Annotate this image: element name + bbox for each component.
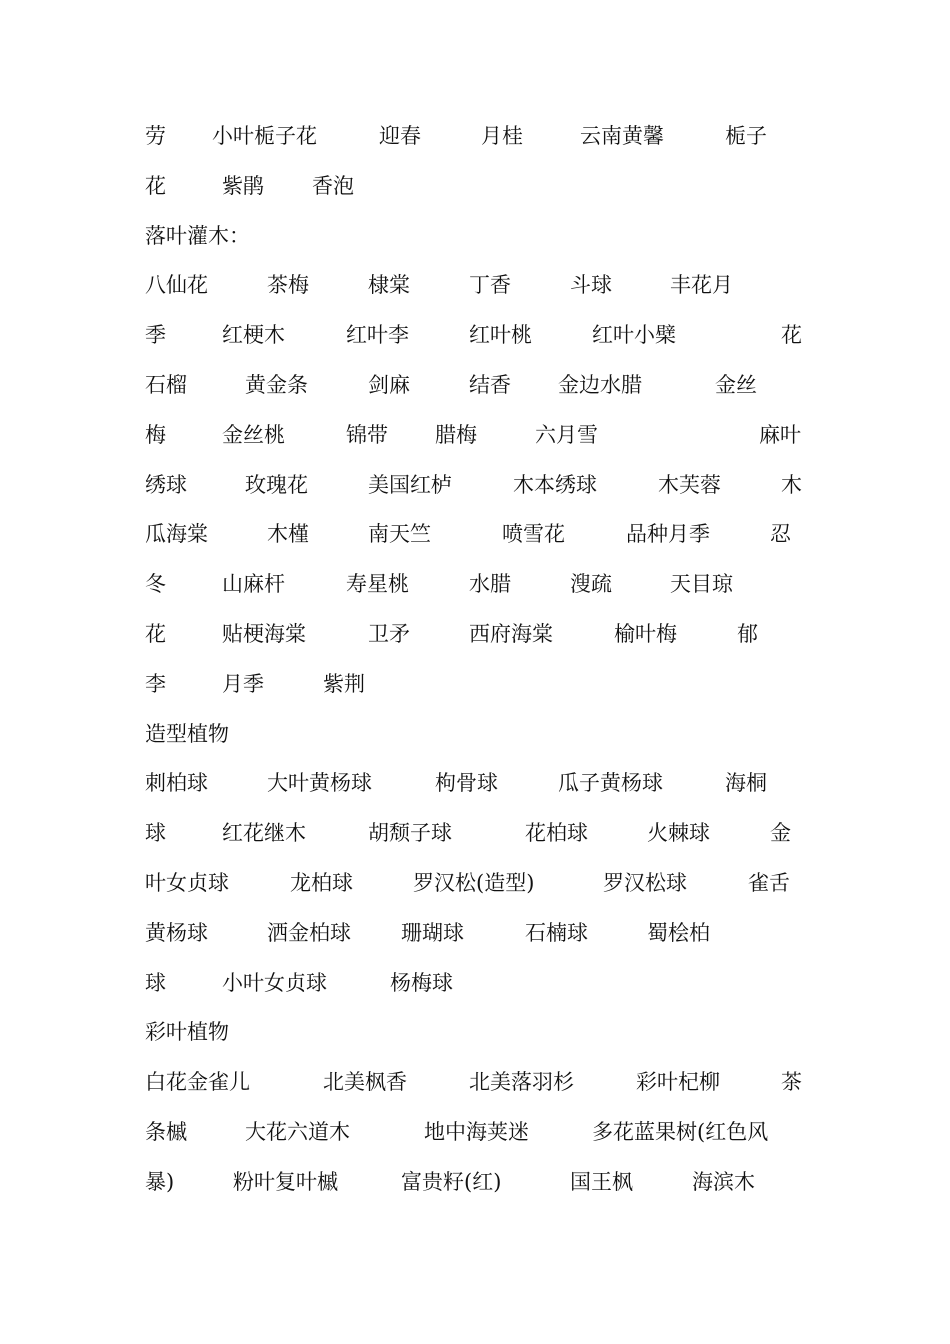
plant-name: 劳 bbox=[145, 124, 166, 148]
plant-name: 季 bbox=[145, 323, 166, 348]
plant-name: 麻叶 bbox=[759, 422, 801, 447]
text-line bbox=[0, 519, 950, 569]
plant-name: 彩叶植物 bbox=[145, 1020, 229, 1045]
text-line bbox=[0, 918, 950, 968]
text-line bbox=[0, 171, 950, 221]
plant-name: 条槭 bbox=[145, 1120, 187, 1144]
text-line bbox=[0, 619, 950, 669]
plant-name: 香泡 bbox=[312, 173, 354, 198]
plant-name: 云南黄馨 bbox=[580, 124, 664, 148]
plant-name: 黄金条 bbox=[245, 373, 308, 397]
plant-name: 丁香 bbox=[469, 273, 511, 298]
plant-name: 木 bbox=[781, 472, 802, 497]
plant-name: 多花蓝果树(红色风 bbox=[592, 1120, 769, 1144]
plant-name: 红叶李 bbox=[346, 323, 409, 348]
plant-name: 天目琼 bbox=[670, 572, 733, 597]
plant-name: 石榴 bbox=[145, 373, 187, 397]
plant-name: 海桐 bbox=[725, 771, 767, 796]
plant-name: 石楠球 bbox=[525, 920, 588, 945]
plant-name: 龙柏球 bbox=[290, 871, 353, 895]
plant-name: 紫荆 bbox=[323, 671, 365, 696]
plant-name: 金 bbox=[770, 821, 791, 846]
plant-name: 洒金柏球 bbox=[267, 920, 351, 945]
plant-name: 丰花月 bbox=[670, 273, 733, 298]
plant-name: 珊瑚球 bbox=[401, 920, 464, 945]
plant-name: 寿星桃 bbox=[346, 572, 409, 597]
text-line bbox=[0, 669, 950, 719]
plant-name: 粉叶复叶槭 bbox=[233, 1169, 338, 1194]
plant-name: 蜀桧柏 bbox=[647, 920, 710, 945]
plant-name: 罗汉松球 bbox=[603, 871, 687, 895]
plant-name: 地中海荚迷 bbox=[424, 1120, 529, 1144]
plant-name: 溲疏 bbox=[570, 572, 612, 597]
plant-name: 美国红栌 bbox=[368, 472, 452, 497]
plant-name: 瓜海棠 bbox=[145, 522, 208, 547]
plant-name: 木芙蓉 bbox=[658, 472, 721, 497]
plant-name: 木槿 bbox=[267, 522, 309, 547]
plant-name: 紫鹃 bbox=[222, 173, 264, 198]
plant-name: 腊梅 bbox=[435, 422, 477, 447]
plant-name: 刺柏球 bbox=[145, 771, 208, 796]
plant-name: 白花金雀儿 bbox=[145, 1070, 250, 1095]
text-line bbox=[0, 370, 950, 420]
plant-name: 造型植物 bbox=[145, 721, 229, 746]
text-line bbox=[0, 1117, 950, 1167]
plant-name: 红花继木 bbox=[222, 821, 306, 846]
plant-name: 小叶栀子花 bbox=[212, 124, 317, 148]
text-line bbox=[0, 569, 950, 619]
plant-name: 剑麻 bbox=[368, 373, 410, 397]
plant-name: 结香 bbox=[469, 373, 511, 397]
plant-name: 暴) bbox=[145, 1169, 175, 1194]
text-line bbox=[0, 121, 950, 171]
plant-name: 球 bbox=[145, 970, 166, 995]
plant-name: 球 bbox=[145, 821, 166, 846]
plant-name: 国王枫 bbox=[570, 1169, 633, 1194]
plant-name: 西府海棠 bbox=[469, 622, 553, 646]
plant-name: 火棘球 bbox=[647, 821, 710, 846]
plant-name: 叶女贞球 bbox=[145, 871, 229, 895]
plant-name: 胡颓子球 bbox=[368, 821, 452, 846]
plant-name: 海滨木 bbox=[692, 1169, 755, 1194]
text-line bbox=[0, 768, 950, 818]
plant-name: 小叶女贞球 bbox=[222, 970, 327, 995]
plant-name: 月桂 bbox=[481, 124, 523, 148]
plant-name: 红梗木 bbox=[222, 323, 285, 348]
plant-name: 金丝桃 bbox=[222, 422, 285, 447]
plant-name: 栀子 bbox=[725, 124, 767, 148]
plant-name: 品种月季 bbox=[626, 522, 710, 547]
plant-name: 水腊 bbox=[469, 572, 511, 597]
plant-name: 六月雪 bbox=[535, 422, 598, 447]
plant-name: 喷雪花 bbox=[502, 522, 565, 547]
plant-name: 金边水腊 bbox=[558, 373, 642, 397]
plant-name: 山麻杆 bbox=[222, 572, 285, 597]
plant-name: 梅 bbox=[145, 422, 166, 447]
plant-name: 红叶桃 bbox=[469, 323, 532, 348]
plant-name: 红叶小檗 bbox=[592, 323, 676, 348]
text-line bbox=[0, 420, 950, 470]
plant-name: 冬 bbox=[145, 572, 166, 597]
plant-name: 雀舌 bbox=[748, 871, 790, 895]
text-line bbox=[0, 868, 950, 918]
text-line bbox=[0, 719, 950, 769]
plant-name: 南天竺 bbox=[368, 522, 431, 547]
text-line bbox=[0, 818, 950, 868]
plant-name: 卫矛 bbox=[368, 622, 410, 646]
plant-name: 八仙花 bbox=[145, 273, 208, 298]
plant-name: 月季 bbox=[222, 671, 264, 696]
plant-name: 贴梗海棠 bbox=[222, 622, 306, 646]
plant-name: 花 bbox=[145, 622, 166, 646]
plant-name: 木本绣球 bbox=[513, 472, 597, 497]
plant-name: 玫瑰花 bbox=[245, 472, 308, 497]
plant-name: 郁 bbox=[737, 622, 758, 646]
plant-name: 罗汉松(造型) bbox=[413, 871, 535, 895]
text-line bbox=[0, 320, 950, 370]
plant-name: 锦带 bbox=[346, 422, 388, 447]
plant-name: 迎春 bbox=[379, 124, 421, 148]
plant-name: 花 bbox=[145, 173, 166, 198]
plant-name: 花柏球 bbox=[525, 821, 588, 846]
text-line bbox=[0, 270, 950, 320]
plant-name: 枸骨球 bbox=[435, 771, 498, 796]
plant-name: 落叶灌木： bbox=[145, 223, 250, 248]
plant-name: 黄杨球 bbox=[145, 920, 208, 945]
plant-name: 大叶黄杨球 bbox=[267, 771, 372, 796]
text-line bbox=[0, 470, 950, 520]
text-line bbox=[0, 1067, 950, 1117]
plant-name: 彩叶杞柳 bbox=[636, 1070, 720, 1095]
plant-name: 金丝 bbox=[715, 373, 757, 397]
plant-name: 北美落羽杉 bbox=[469, 1070, 574, 1095]
plant-name: 花 bbox=[781, 323, 802, 348]
plant-name: 富贵籽(红) bbox=[401, 1169, 502, 1194]
plant-name: 北美枫香 bbox=[323, 1070, 407, 1095]
plant-name: 茶 bbox=[781, 1070, 802, 1095]
plant-name: 茶梅 bbox=[267, 273, 309, 298]
plant-name: 忍 bbox=[770, 522, 791, 547]
plant-name: 大花六道木 bbox=[245, 1120, 350, 1144]
text-line bbox=[0, 1167, 950, 1217]
plant-name: 绣球 bbox=[145, 472, 187, 497]
plant-name: 李 bbox=[145, 671, 166, 696]
plant-name: 榆叶梅 bbox=[614, 622, 677, 646]
text-line bbox=[0, 968, 950, 1018]
plant-name: 瓜子黄杨球 bbox=[558, 771, 663, 796]
plant-name: 棣棠 bbox=[368, 273, 410, 298]
text-line bbox=[0, 1017, 950, 1067]
plant-name: 杨梅球 bbox=[390, 970, 453, 995]
plant-name: 斗球 bbox=[570, 273, 612, 298]
text-line bbox=[0, 221, 950, 271]
